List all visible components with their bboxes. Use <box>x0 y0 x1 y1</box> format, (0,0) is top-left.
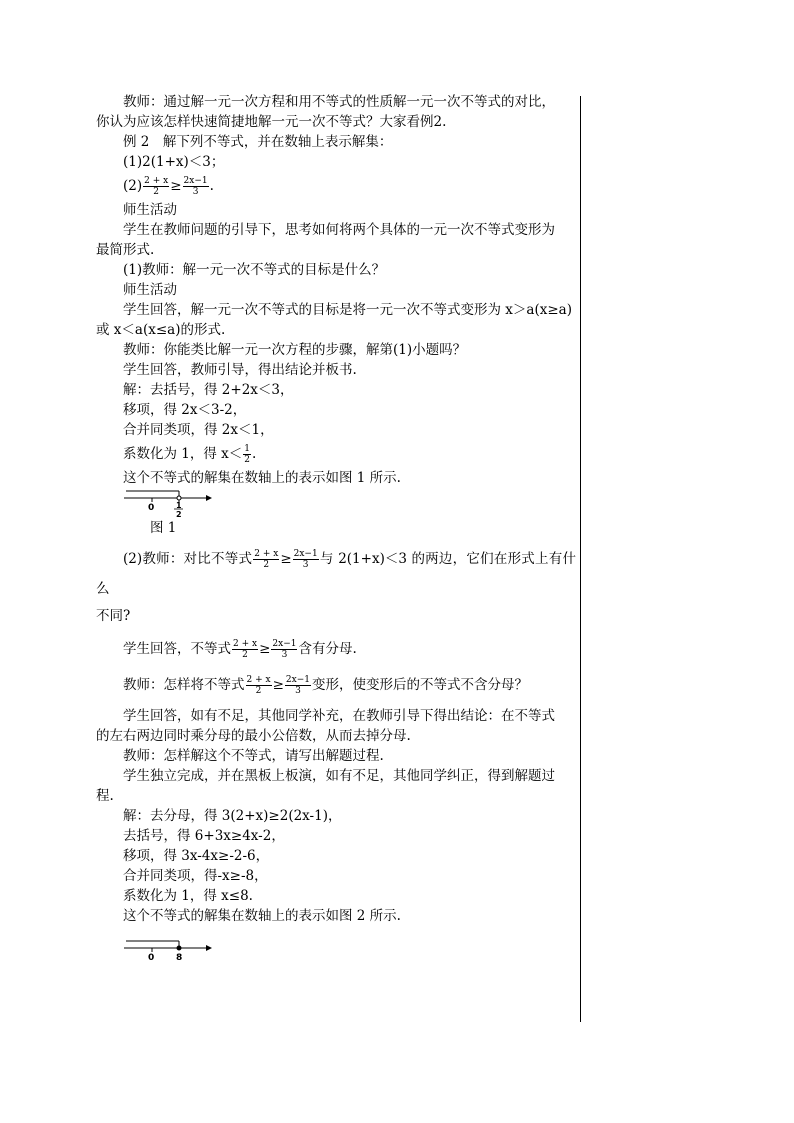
svg-text:2: 2 <box>176 510 182 518</box>
table-border-line <box>580 96 581 1022</box>
solution-step: 移项，得 3x-4x≥-2-6， <box>123 848 270 864</box>
paragraph: 学生独立完成，并在黑板上板演，如有不足，其他同学纠正，得到解题过 <box>123 768 555 784</box>
number-line-1 <box>122 488 242 518</box>
paragraph: 教师：通过解一元一次方程和用不等式的性质解一元一次不等式的对比， <box>123 94 555 110</box>
paragraph: 学生在教师问题的引导下，思考如何将两个具体的一元一次不等式变形为 <box>123 222 555 238</box>
paragraph: 或 x＜a(x≤a)的形式. <box>96 322 226 338</box>
paragraph: 学生回答，如有不足，其他同学补充，在教师引导下得出结论：在不等式 <box>123 708 555 724</box>
paragraph: 师生活动 <box>123 202 177 218</box>
paragraph: 学生回答，解一元一次不等式的目标是将一元一次不等式变形为 x＞a(x≥a) <box>123 302 572 318</box>
solution-step: 解：去括号，得 2+2x＜3， <box>123 382 294 398</box>
solution-step: 系数化为 1，得 x＜ $\frac{1}{2}$ . <box>123 444 257 465</box>
number-line-figure-2 <box>122 938 576 968</box>
paragraph: 你认为应该怎样快速简捷地解一元一次不等式？大家看例2. <box>96 114 447 130</box>
paragraph: 的左右两边同时乘分母的最小公倍数，从而去掉分母. <box>96 728 411 744</box>
fraction: $\frac{2 + x}{2}$ <box>246 675 271 696</box>
svg-text:1: 1 <box>176 501 182 510</box>
fraction: $\frac{2 + x}{2}$ <box>233 639 258 660</box>
problem-1: (1)2(1+x)＜3； <box>123 154 225 170</box>
fraction: $\frac{1}{2}$ <box>244 444 251 465</box>
paragraph: 程. <box>96 788 114 804</box>
problem-2: (2) $\frac{2 + x}{2}$ ≥ $\frac{2x-1}{3}$ . <box>123 176 214 197</box>
paragraph: 这个不等式的解集在数轴上的表示如图 2 所示. <box>123 908 401 924</box>
solution-step: 系数化为 1，得 x≤8. <box>123 888 253 904</box>
svg-text:0: 0 <box>148 953 155 963</box>
fraction: $\frac{2 + x}{2}$ <box>254 549 279 570</box>
fraction: $\frac{2 + x}{2}$ <box>144 176 169 197</box>
solution-step: 解：去分母，得 3(2+x)≥2(2x-1)， <box>123 808 342 824</box>
solution-step: 合并同类项，得 2x＜1， <box>123 422 274 438</box>
svg-text:8: 8 <box>176 953 183 963</box>
paragraph: 教师：怎样将不等式 $\frac{2 + x}{2}$ ≥ $\frac{2x-1}{3}$ 变形，使变形后的不等式不含分母？ <box>123 675 528 696</box>
example-heading: 例 2 解下列不等式，并在数轴上表示解集： <box>123 134 393 150</box>
paragraph: 教师：你能类比解一元一次方程的步骤，解第(1)小题吗？ <box>123 342 467 358</box>
paragraph: 这个不等式的解集在数轴上的表示如图 1 所示. <box>123 470 401 486</box>
solution-step: 移项，得 2x＜3-2， <box>123 402 247 418</box>
figure-caption: 图 1 <box>150 520 177 536</box>
fraction: $\frac{2x-1}{3}$ <box>272 639 297 660</box>
paragraph: 最简形式. <box>96 242 155 258</box>
fraction: $\frac{2x-1}{3}$ <box>293 549 318 570</box>
fraction: $\frac{2x-1}{3}$ <box>183 176 208 197</box>
paragraph: 学生回答，不等式 $\frac{2 + x}{2}$ ≥ $\frac{2x-1}{3}$ 含有分母. <box>123 639 357 660</box>
solution-step: 合并同类项，得-x≥-8， <box>123 868 268 884</box>
paragraph: 不同? <box>96 608 131 624</box>
solution-step: 去括号，得 6+3x≥4x-2， <box>123 828 285 844</box>
lesson-content <box>96 92 576 968</box>
paragraph: (2)教师：对比不等式 $\frac{2 + x}{2}$ ≥ $\frac{2x-1}{3}$ 与 2(1+x)＜3 的两边，它们在形式上有什么 <box>96 549 577 597</box>
paragraph: 教师：怎样解这个不等式，请写出解题过程. <box>123 748 384 764</box>
paragraph: (1)教师：解一元一次不等式的目标是什么？ <box>123 262 386 278</box>
svg-text:0: 0 <box>148 503 155 513</box>
paragraph: 学生回答，教师引导，得出结论并板书. <box>123 362 357 378</box>
fraction: $\frac{2x-1}{3}$ <box>285 675 310 696</box>
paragraph: 师生活动 <box>123 282 177 298</box>
number-line-2 <box>122 938 242 968</box>
number-line-figure-1 <box>122 488 576 518</box>
